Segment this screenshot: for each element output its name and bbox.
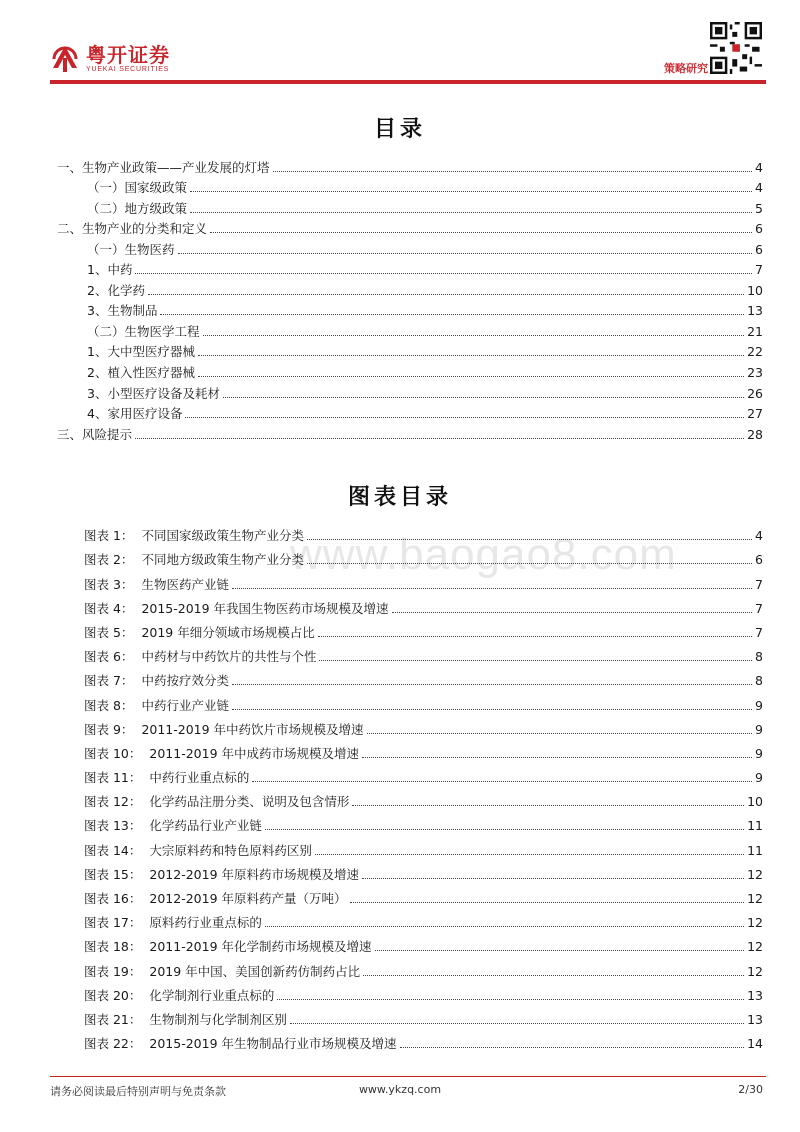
figure-entry[interactable] — [84, 786, 763, 810]
footer-disclaimer: 请务必阅读最后特别声明与免责条款 — [50, 1085, 226, 1098]
brand-name-cn: 粤开证券 — [86, 43, 170, 67]
dot-leader — [362, 757, 752, 758]
qr-code-icon — [710, 22, 762, 74]
dot-leader — [190, 191, 752, 192]
dot-leader — [277, 999, 744, 1000]
dot-leader — [362, 878, 744, 879]
toc-entry-label: （一）国家级政策 — [87, 180, 188, 196]
figure-entry[interactable] — [84, 568, 763, 592]
figure-entry-page: 10 — [747, 794, 763, 810]
figure-entry-page: 13 — [747, 1011, 763, 1027]
figure-entry-page: 12 — [747, 891, 763, 906]
figure-entry-number: 图表 13： — [84, 818, 142, 834]
toc-entry-label: 1、中药 — [87, 262, 133, 278]
dot-leader — [352, 805, 744, 806]
toc-entry-label: （二）地方级政策 — [87, 200, 188, 216]
table-of-contents — [57, 155, 763, 443]
figure-entry-page: 11 — [747, 818, 763, 834]
toc-entry[interactable] — [57, 381, 763, 402]
dot-leader — [232, 684, 752, 685]
figure-entry-page: 7 — [755, 600, 763, 616]
dot-leader — [148, 294, 744, 295]
figure-entry-label: 化学药品行业产业链 — [149, 818, 262, 834]
figure-entry-label: 2015-2019 年我国生物医药市场规模及增速 — [141, 600, 389, 616]
dot-leader — [392, 612, 753, 613]
figure-entry[interactable] — [84, 810, 763, 834]
figure-entry[interactable] — [84, 617, 763, 641]
toc-entry[interactable] — [57, 422, 763, 443]
dot-leader — [363, 975, 744, 976]
report-type-label: 策略研究 — [664, 62, 708, 75]
figure-entry[interactable] — [84, 931, 763, 955]
figure-entry-number: 图表 18： — [84, 939, 142, 955]
figure-entry-number: 图表 16： — [84, 891, 142, 906]
figure-entry-label: 2011-2019 年化学制药市场规模及增速 — [149, 939, 372, 955]
toc-entry[interactable] — [57, 196, 763, 217]
figure-entry-label: 中药按疗效分类 — [141, 673, 229, 689]
toc-entry[interactable] — [57, 237, 763, 258]
dot-leader — [307, 539, 752, 540]
dot-leader — [290, 1023, 744, 1024]
list-of-figures — [84, 520, 763, 1052]
toc-entry-label: 3、小型医疗设备及耗材 — [87, 385, 220, 401]
toc-entry[interactable] — [57, 340, 763, 361]
toc-entry[interactable] — [57, 176, 763, 197]
figure-entry[interactable] — [84, 907, 763, 931]
figure-entry-page: 7 — [755, 624, 763, 640]
toc-entry-page: 28 — [747, 426, 763, 442]
figure-entry-label: 生物医药产业链 — [141, 576, 229, 592]
toc-entry[interactable] — [57, 360, 763, 381]
toc-entry-label: 三、风险提示 — [57, 426, 133, 442]
dot-leader — [318, 636, 752, 637]
dot-leader — [210, 232, 752, 233]
figure-entry-label: 不同地方级政策生物产业分类 — [141, 552, 304, 568]
page-header — [0, 0, 800, 90]
toc-entry-page: 7 — [755, 262, 763, 278]
figure-entry-page: 9 — [755, 721, 763, 737]
toc-entry-page: 6 — [755, 241, 763, 257]
dot-leader — [190, 212, 752, 213]
toc-entry[interactable] — [57, 299, 763, 320]
dot-leader — [367, 733, 753, 734]
figure-entry-number: 图表 19： — [84, 963, 142, 979]
toc-entry-label: 2、植入性医疗器械 — [87, 365, 195, 381]
figure-entry-number: 图表 1： — [84, 528, 134, 544]
figure-entry-page: 13 — [747, 987, 763, 1003]
toc-entry[interactable] — [57, 217, 763, 238]
figure-entry-page: 11 — [747, 842, 763, 858]
toc-entry-page: 4 — [755, 159, 763, 175]
figure-entry-page: 9 — [755, 770, 763, 786]
figure-entry-label: 大宗原料药和特色原料药区别 — [149, 842, 312, 858]
figure-entry-page: 8 — [755, 649, 763, 665]
dot-leader — [265, 829, 744, 830]
figure-entry-number: 图表 5： — [84, 624, 134, 640]
toc-entry-label: 4、家用医疗设备 — [87, 406, 183, 422]
dot-leader — [319, 660, 752, 661]
dot-leader — [185, 417, 744, 418]
figure-entry-label: 原料药行业重点标的 — [149, 915, 262, 931]
figure-entry[interactable] — [84, 1004, 763, 1028]
figure-entry-number: 图表 21： — [84, 1011, 142, 1027]
toc-entry-label: （二）生物医学工程 — [87, 323, 200, 339]
figure-entry-page: 7 — [755, 576, 763, 592]
figure-entry-label: 2012-2019 年原料药市场规模及增速 — [149, 866, 359, 882]
figure-entry[interactable] — [84, 665, 763, 689]
toc-entry-page: 22 — [747, 344, 763, 360]
figure-entry-label: 2011-2019 年中药饮片市场规模及增速 — [141, 721, 364, 737]
toc-entry-label: （一）生物医药 — [87, 241, 175, 257]
figure-entry[interactable] — [84, 738, 763, 762]
toc-entry-page: 4 — [755, 180, 763, 196]
dot-leader — [375, 950, 745, 951]
dot-leader — [307, 563, 752, 564]
figure-entry-label: 2019 年中国、美国创新药仿制药占比 — [149, 963, 361, 979]
dot-leader — [350, 902, 745, 903]
figure-entry-page: 8 — [755, 673, 763, 689]
toc-entry-label: 3、生物制品 — [87, 303, 158, 319]
dot-leader — [223, 397, 744, 398]
toc-entry-page: 13 — [747, 303, 763, 319]
header-divider — [50, 80, 766, 84]
figure-entry[interactable] — [84, 762, 763, 786]
figure-entry-number: 图表 22： — [84, 1036, 142, 1052]
toc-entry-label: 1、大中型医疗器械 — [87, 344, 195, 360]
figure-entry-page: 4 — [755, 528, 763, 544]
figure-entry[interactable] — [84, 834, 763, 858]
dot-leader — [265, 926, 744, 927]
toc-entry-label: 一、生物产业政策——产业发展的灯塔 — [57, 159, 270, 175]
figure-entry-label: 2012-2019 年原料药产量（万吨） — [149, 891, 347, 906]
dot-leader — [273, 171, 753, 172]
page-number: 2/30 — [738, 1083, 763, 1096]
figure-entry-label: 中药材与中药饮片的共性与个性 — [141, 649, 317, 665]
figure-entry[interactable] — [84, 714, 763, 738]
toc-entry[interactable] — [57, 278, 763, 299]
figure-entry[interactable] — [84, 955, 763, 979]
figure-entry-label: 生物制剂与化学制剂区别 — [149, 1011, 287, 1027]
figure-entry-number: 图表 9： — [84, 721, 134, 737]
dot-leader — [232, 588, 752, 589]
yuekai-logo-icon — [50, 44, 80, 74]
dot-leader — [252, 781, 752, 782]
dot-leader — [160, 314, 744, 315]
figure-entry-number: 图表 20： — [84, 987, 142, 1003]
figure-entry-page: 12 — [747, 939, 763, 955]
figure-entry[interactable] — [84, 544, 763, 568]
figure-entry-page: 12 — [747, 915, 763, 931]
toc-title: 目录 — [373, 117, 426, 142]
dot-leader — [135, 438, 744, 439]
figure-entry-number: 图表 15： — [84, 866, 142, 882]
figure-entry-label: 不同国家级政策生物产业分类 — [141, 528, 304, 544]
figure-entry-number: 图表 2： — [84, 552, 134, 568]
figure-entry-number: 图表 3： — [84, 576, 134, 592]
figure-entry-number: 图表 7： — [84, 673, 134, 689]
figure-entry-label: 2011-2019 年中成药市场规模及增速 — [149, 745, 359, 761]
figure-entry-page: 12 — [747, 866, 763, 882]
figure-entry[interactable] — [84, 593, 763, 617]
footer-divider — [50, 1076, 766, 1077]
figure-entry-number: 图表 6： — [84, 649, 134, 665]
figure-entry-number: 图表 4： — [84, 600, 134, 616]
toc-entry-page: 23 — [747, 365, 763, 381]
footer-website: www.ykzq.com — [358, 1083, 442, 1096]
figure-entry-label: 2015-2019 年生物制品行业市场规模及增速 — [149, 1036, 397, 1052]
toc-entry-page: 26 — [747, 385, 763, 401]
toc-entry-label: 2、化学药 — [87, 282, 145, 298]
figure-entry-page: 9 — [755, 697, 763, 713]
figure-entry[interactable] — [84, 883, 763, 907]
dot-leader — [203, 335, 745, 336]
figure-entry-number: 图表 14： — [84, 842, 142, 858]
figure-entry-number: 图表 10： — [84, 745, 142, 761]
figure-entry[interactable] — [84, 859, 763, 883]
figure-entry-number: 图表 12： — [84, 794, 142, 810]
toc-entry-page: 21 — [747, 323, 763, 339]
figure-entry-page: 12 — [747, 963, 763, 979]
figure-entry-label: 中药行业产业链 — [141, 697, 229, 713]
toc-entry-page: 27 — [747, 406, 763, 422]
dot-leader — [315, 854, 744, 855]
figure-entry[interactable] — [84, 520, 763, 544]
figure-entry-number: 图表 11： — [84, 770, 142, 786]
figures-title: 图表目录 — [347, 485, 452, 510]
dot-leader — [232, 709, 752, 710]
dot-leader — [178, 253, 753, 254]
toc-entry-page: 10 — [747, 282, 763, 298]
toc-entry-page: 5 — [755, 200, 763, 216]
figure-entry[interactable] — [84, 689, 763, 713]
toc-entry-label: 二、生物产业的分类和定义 — [57, 221, 208, 237]
toc-entry[interactable] — [57, 155, 763, 176]
figure-entry-page: 6 — [755, 552, 763, 568]
dot-leader — [135, 273, 752, 274]
figure-entry-number: 图表 17： — [84, 915, 142, 931]
dot-leader — [198, 355, 744, 356]
figure-entry-label: 2019 年细分领域市场规模占比 — [141, 624, 315, 640]
toc-entry-page: 6 — [755, 221, 763, 237]
figure-entry-label: 化学制剂行业重点标的 — [149, 987, 275, 1003]
brand-name-en: YUEKAI SECURITIES — [86, 66, 170, 73]
toc-entry[interactable] — [57, 258, 763, 279]
figure-entry-label: 中药行业重点标的 — [149, 770, 250, 786]
toc-entry[interactable] — [57, 319, 763, 340]
watermark: www.baogao8.com — [290, 530, 677, 579]
figure-entry-page: 14 — [747, 1036, 763, 1052]
figure-entry-page: 9 — [755, 745, 763, 761]
toc-entry[interactable] — [57, 402, 763, 423]
figure-entry[interactable] — [84, 980, 763, 1004]
figure-entry[interactable] — [84, 641, 763, 665]
dot-leader — [400, 1047, 745, 1048]
figure-entry-number: 图表 8： — [84, 697, 134, 713]
figure-entry[interactable] — [84, 1028, 763, 1052]
figure-entry-label: 化学药品注册分类、说明及包含情形 — [149, 794, 350, 810]
dot-leader — [198, 376, 744, 377]
